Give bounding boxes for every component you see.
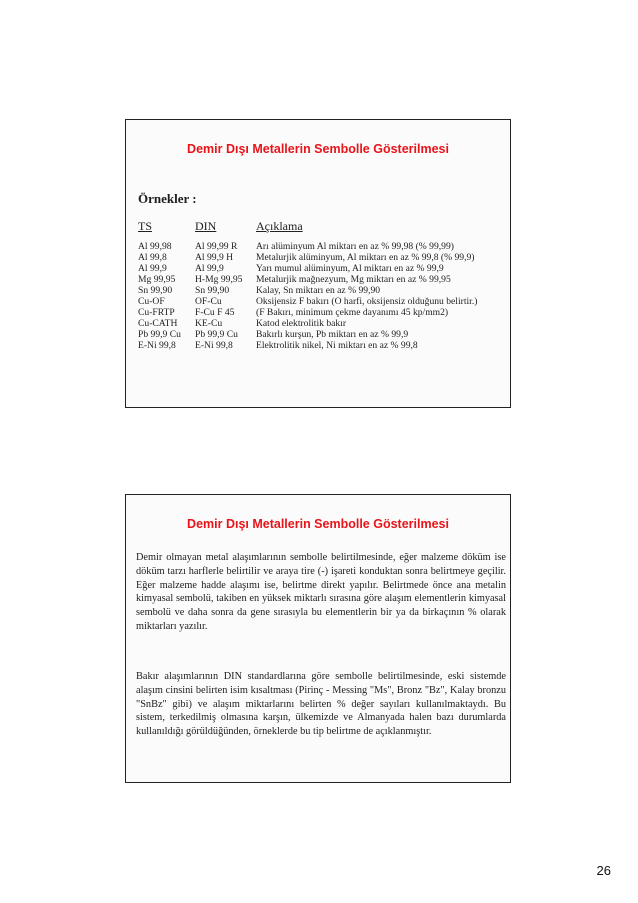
description-cell: Metalurjik alüminyum, Al miktarı en az % 99,8 (% 99,9) — [256, 252, 475, 263]
table-row — [138, 252, 510, 263]
ts-cell: Sn 99,90 — [138, 285, 173, 296]
ts-cell: Cu-FRTP — [138, 307, 175, 318]
din-cell: Pb 99,9 Cu — [195, 329, 238, 340]
description-cell: Yarı mumul alüminyum, Al miktarı en az % 99,9 — [256, 263, 444, 274]
description-cell: Metalurjik mağnezyum, Mg miktarı en az % 99,95 — [256, 274, 451, 285]
description-cell: Kalay, Sn miktarı en az % 99,90 — [256, 285, 381, 296]
ts-cell: Al 99,8 — [138, 252, 167, 263]
slide-1-title: Demir Dışı Metallerin Sembolle Gösterilmesi — [187, 142, 449, 156]
din-cell: Al 99,9 H — [195, 252, 234, 263]
table-row — [138, 285, 510, 296]
table-row — [138, 274, 510, 285]
header-aciklama: Açıklama — [256, 219, 303, 233]
examples-label: Örnekler : — [138, 191, 197, 206]
table-row — [138, 307, 510, 318]
description-cell: Bakırlı kurşun, Pb miktarı en az % 99,9 — [256, 329, 409, 340]
ts-cell: Mg 99,95 — [138, 274, 176, 285]
page-number: 26 — [596, 863, 611, 878]
table-row — [138, 296, 510, 307]
din-cell: KE-Cu — [195, 318, 223, 329]
ts-cell: Al 99,9 — [138, 263, 167, 274]
header-din: DIN — [195, 219, 217, 233]
slide-2 — [125, 494, 511, 783]
din-cell: Al 99,99 R — [195, 241, 238, 252]
ts-cell: Cu-OF — [138, 296, 165, 307]
table-row — [138, 263, 510, 274]
table-row — [138, 241, 510, 252]
description-cell: (F Bakırı, minimum çekme dayanımı 45 kp/mm2) — [256, 307, 449, 318]
din-cell: H-Mg 99,95 — [195, 274, 243, 285]
description-cell: Elektrolitik nikel, Ni miktarı en az % 99,8 — [256, 340, 418, 351]
ts-cell: Cu-CATH — [138, 318, 178, 329]
examples-table — [138, 241, 510, 351]
din-cell: F-Cu F 45 — [195, 307, 235, 318]
paragraph-2: Bakır alaşımlarının DIN standardlarına göre sembolle belirtilmesinde, eski sistemde alaşım cinsini belirten isim kısaltması (Pirinç - Messing "Ms", Bronz "Bz", Kalay bronzu "SnBz" gibi) ve alaşım miktarlarını belirten % değer sayıları kullanılmaktaydı. Bu sistem, terkedilmiş olmasına karşın, ülkemizde ve Almanyada halen bazı durumlarda kullanıldığı görüldüğünden, örneklerde bu tip belirtme de açıklanmıştır. — [136, 671, 506, 738]
din-cell: E-Ni 99,8 — [195, 340, 233, 351]
description-cell: Oksijensiz F bakırı (O harfi, oksijensiz olduğunu belirtir.) — [256, 296, 478, 307]
ts-cell: Pb 99,9 Cu — [138, 329, 181, 340]
din-cell: Sn 99,90 — [195, 285, 230, 296]
paragraph-1: Demir olmayan metal alaşımlarının sembolle belirtilmesinde, eğer malzeme döküm ise döküm tarzı harflerle belirtilir ve araya tire (-) işareti konduktan sonra belirtmeye geçilir. Eğer malzeme hadde alaşımı ise, belirtme direkt yapılır. Belirtmede önce ana metalin kimyasal sembolü, takiben en yüksek miktarlı sırasına göre alaşım elementlerin kimyasal sembolü ve daha sonra da gene sırasıyla bu elementlerin bir ya da birkaçının % olarak miktarları yazılır. — [136, 552, 506, 632]
description-cell: Arı alüminyum Al miktarı en az % 99,98 (% 99,99) — [256, 241, 454, 252]
table-row — [138, 318, 510, 329]
ts-cell: E-Ni 99,8 — [138, 340, 176, 351]
slide-2-title: Demir Dışı Metallerin Sembolle Gösterilmesi — [187, 517, 449, 531]
slide-1 — [125, 119, 511, 408]
din-cell: OF-Cu — [195, 296, 222, 307]
header-ts: TS — [138, 219, 153, 233]
table-row — [138, 329, 510, 340]
ts-cell: Al 99,98 — [138, 241, 172, 252]
table-row — [138, 340, 510, 351]
description-cell: Katod elektrolitik bakır — [256, 318, 347, 329]
din-cell: Al 99,9 — [195, 263, 224, 274]
